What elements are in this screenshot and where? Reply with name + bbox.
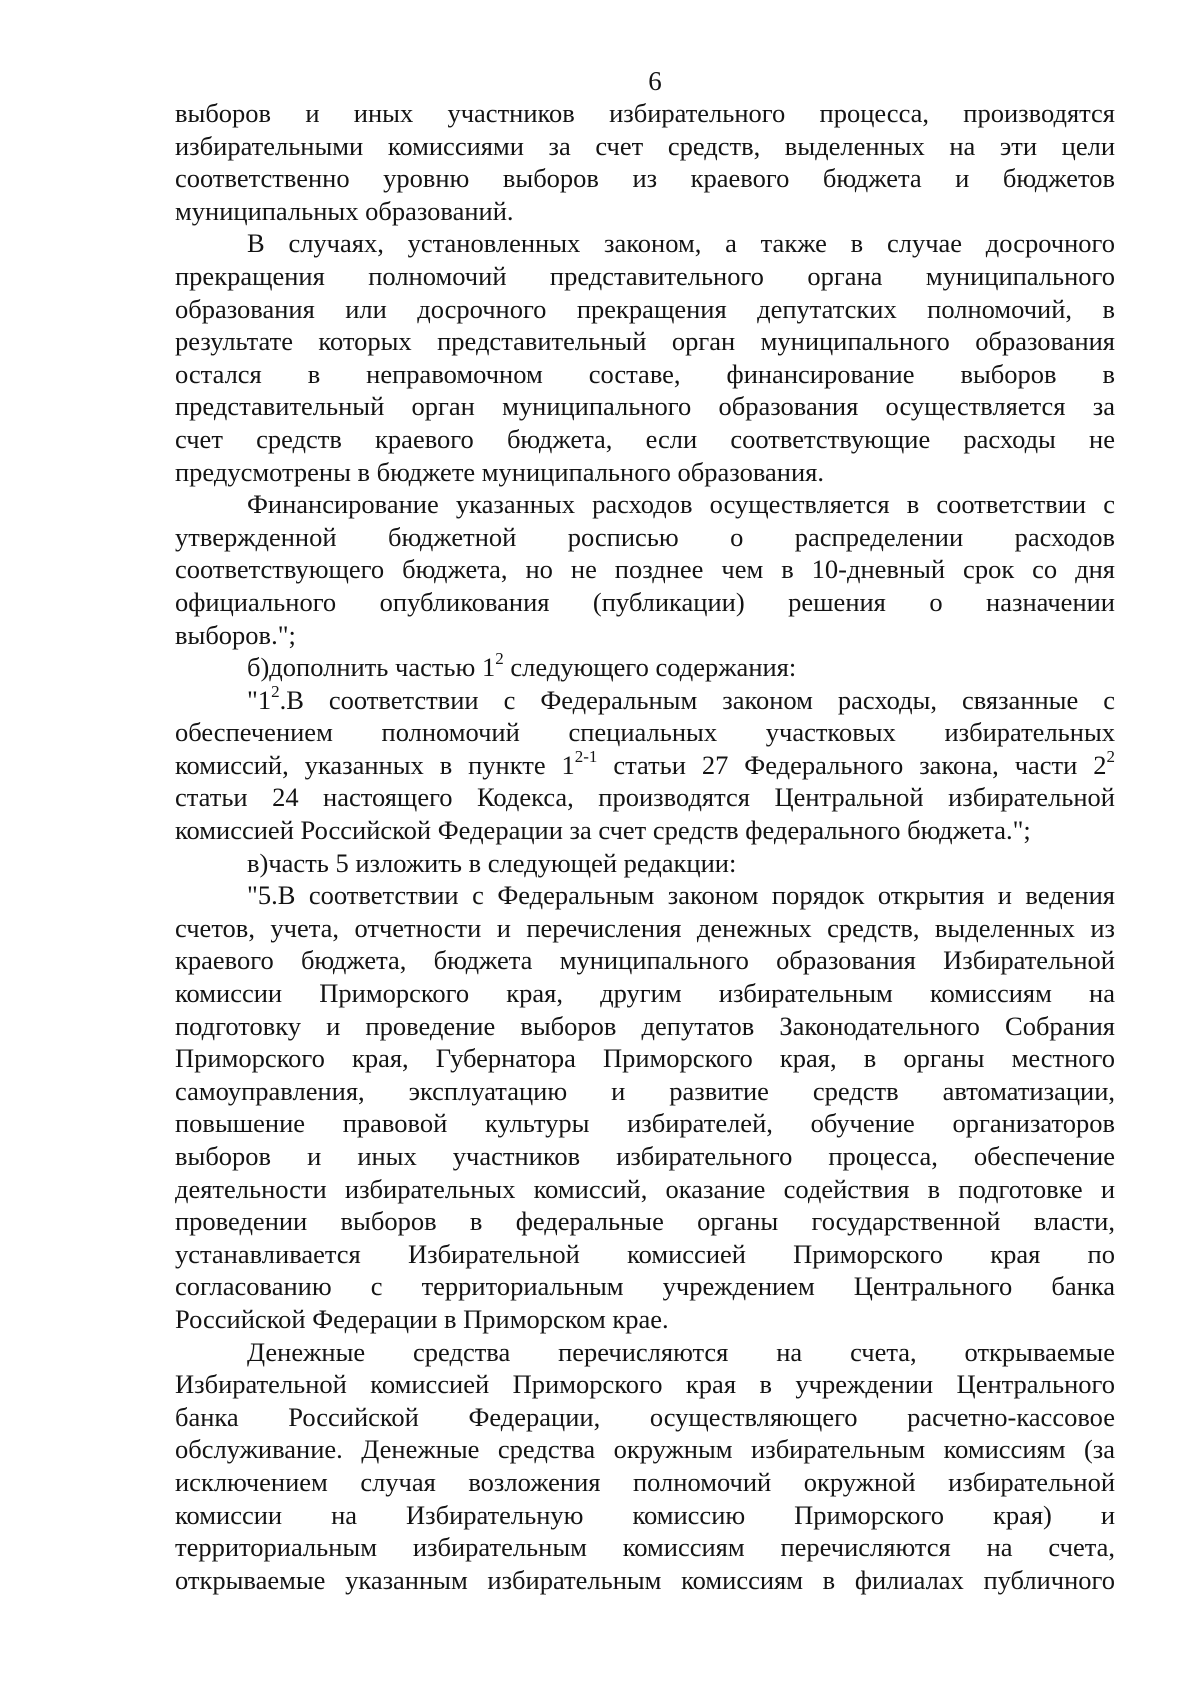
- text-line: обслуживание. Денежные средства окружным избирательным комиссиям (за: [175, 1434, 1115, 1465]
- text-line: краевого бюджета, бюджета муниципального образования Избирательной: [175, 945, 1115, 976]
- text-line: подготовку и проведение выборов депутатов Законодательного Собрания: [175, 1010, 1115, 1041]
- text-line: Избирательной комиссией Приморского края в учреждении Центрального: [175, 1369, 1115, 1400]
- text-line: официального опубликования (публикации) решения о назначении: [175, 586, 1115, 617]
- text-line: деятельности избирательных комиссий, оказание содействия в подготовке и: [175, 1173, 1115, 1204]
- superscript: 2-1: [574, 747, 598, 767]
- superscript: 2: [271, 681, 280, 701]
- text-line: представительный орган муниципального образования осуществляется за: [175, 391, 1115, 422]
- text-line: соответствующего бюджета, но не позднее чем в 10-дневный срок со дня: [175, 554, 1115, 585]
- text-line: счетов, учета, отчетности и перечисления денежных средств, выделенных из: [175, 912, 1115, 943]
- page-number: 6: [648, 66, 662, 96]
- text-line: открываемые указанным избирательным комиссиям в филиалах публичного: [175, 1564, 1115, 1595]
- text-line: выборов.";: [175, 619, 296, 650]
- text-line: счет средств краевого бюджета, если соответствующие расходы не: [175, 423, 1115, 454]
- superscript: 2: [495, 649, 504, 669]
- text-line: устанавливается Избирательной комиссией Приморского края по: [175, 1238, 1115, 1269]
- text-line: обеспечением полномочий специальных участковых избирательных: [175, 717, 1115, 748]
- text-line: в)часть 5 изложить в следующей редакции:: [247, 847, 737, 878]
- text-line: "5.В соответствии с Федеральным законом порядок открытия и ведения: [247, 880, 1115, 911]
- text-line: самоуправления, эксплуатацию и развитие средств автоматизации,: [175, 1075, 1115, 1106]
- text-line: исключением случая возложения полномочий окружной избирательной: [175, 1466, 1115, 1497]
- text-line: выборов и иных участников избирательного процесса, производятся: [175, 98, 1115, 128]
- text-fragment: статьи 27 Федерального закона, части 2: [597, 749, 1107, 780]
- text-line: остался в неправомочном составе, финансирование выборов в: [175, 358, 1115, 389]
- text-fragment: .В соответствии с Федеральным законом расходы, связанные с: [279, 684, 1115, 715]
- text-line: проведении выборов в федеральные органы государственной власти,: [175, 1206, 1115, 1237]
- text-line: утвержденной бюджетной росписью о распределении расходов: [175, 521, 1115, 552]
- text-line: прекращения полномочий представительного органа муниципального: [175, 260, 1115, 291]
- text-line: Приморского края, Губернатора Приморского края, в органы местного: [175, 1043, 1115, 1074]
- text-line: Финансирование указанных расходов осуществляется в соответствии с: [247, 489, 1115, 520]
- text-line: Российской Федерации в Приморском крае.: [175, 1303, 669, 1334]
- text-line: территориальным избирательным комиссиям перечисляются на счета,: [175, 1532, 1115, 1563]
- text-line: предусмотрены в бюджете муниципального образования.: [175, 456, 824, 487]
- text-line: согласованию с территориальным учреждением Центрального банка: [175, 1271, 1115, 1302]
- text-line: [175, 749, 1115, 782]
- text-line: В случаях, установленных законом, а также в случае досрочного: [247, 228, 1115, 259]
- text-line: избирательными комиссиями за счет средств, выделенных на эти цели: [175, 130, 1115, 161]
- text-line: комиссией Российской Федерации за счет средств федерального бюджета.";: [175, 815, 1031, 846]
- text-fragment: комиссий, указанных в пункте 1: [175, 749, 575, 780]
- text-line: статьи 24 настоящего Кодекса, производятся Центральной избирательной: [175, 782, 1115, 813]
- text-line: Денежные средства перечисляются на счета, открываемые: [247, 1336, 1115, 1367]
- text-line: соответственно уровню выборов из краевого бюджета и бюджетов: [175, 163, 1115, 194]
- text-line: образования или досрочного прекращения депутатских полномочий, в: [175, 293, 1115, 324]
- text-line: повышение правовой культуры избирателей, обучение организаторов: [175, 1108, 1115, 1139]
- text-line: выборов и иных участников избирательного процесса, обеспечение: [175, 1141, 1115, 1171]
- text-line: комиссии Приморского края, другим избирательным комиссиям на: [175, 978, 1115, 1009]
- text-line: [175, 651, 1115, 684]
- body-text: [175, 97, 1115, 1596]
- text-line: банка Российской Федерации, осуществляющего расчетно-кассовое: [175, 1401, 1115, 1432]
- text-fragment: следующего содержания:: [503, 652, 797, 683]
- superscript: 2: [1106, 747, 1115, 767]
- text-line: результате которых представительный орган муниципального образования: [175, 326, 1115, 357]
- text-fragment: б)дополнить частью 1: [247, 652, 496, 683]
- text-line: комиссии на Избирательную комиссию Приморского края) и: [175, 1499, 1115, 1530]
- text-fragment: "1: [247, 684, 272, 715]
- text-line: муниципальных образований.: [175, 195, 514, 226]
- text-line: [175, 681, 1115, 717]
